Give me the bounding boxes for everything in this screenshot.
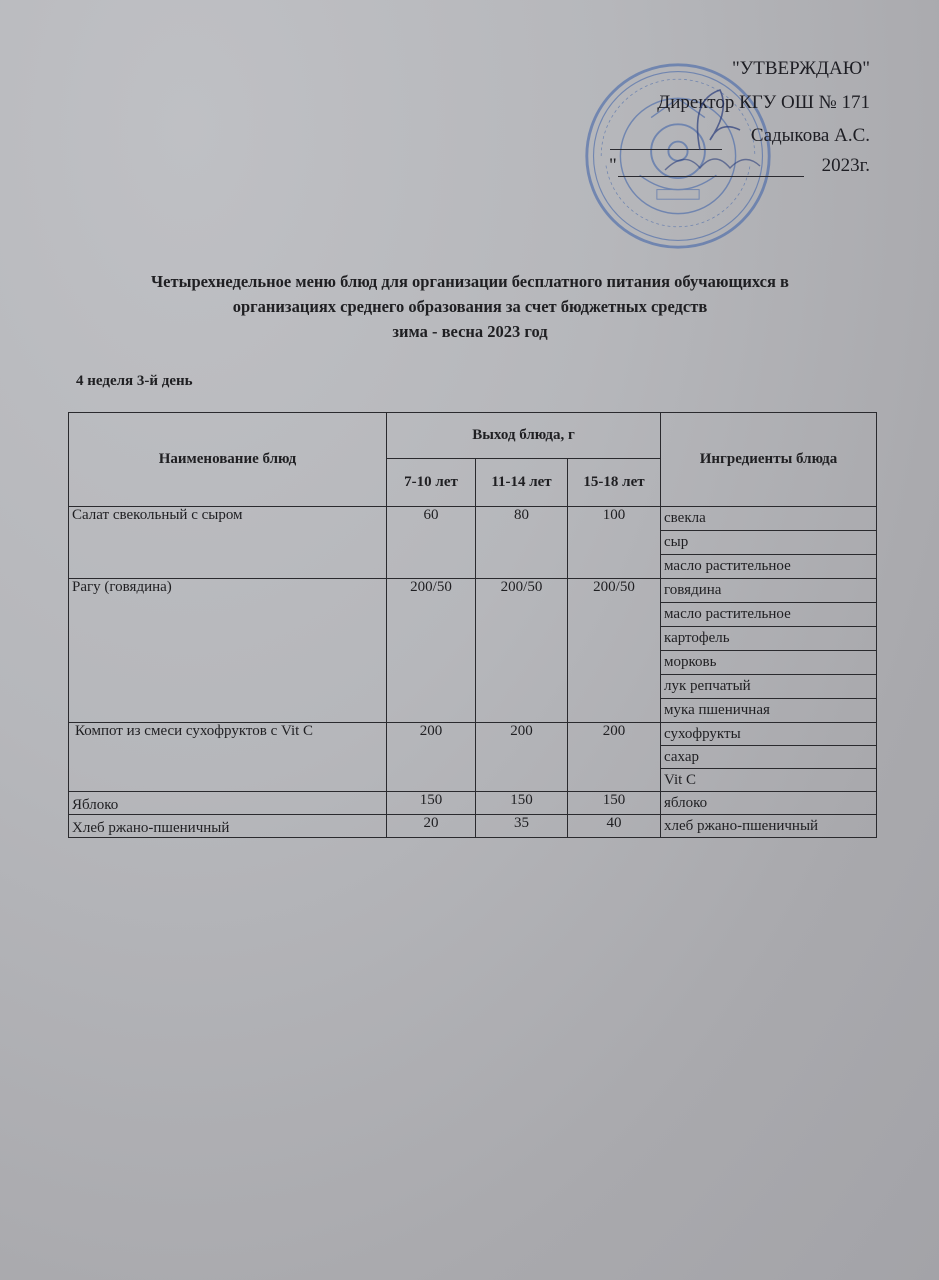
yield-15-18: 200 [568, 723, 661, 792]
header-dish-name: Наименование блюд [69, 413, 387, 507]
yield-15-18: 40 [568, 815, 661, 838]
yield-11-14: 80 [476, 507, 568, 579]
yield-11-14: 150 [476, 792, 568, 815]
yield-7-10: 200 [387, 723, 476, 792]
dish-name: Яблоко [69, 792, 387, 815]
menu-day-label: 4 неделя 3-й день [76, 373, 193, 389]
table-row [69, 507, 877, 531]
yield-15-18: 100 [568, 507, 661, 579]
ingredient: сахар [661, 746, 877, 769]
approval-heading: "УТВЕРЖДАЮ" [732, 58, 870, 79]
menu-table [68, 412, 877, 838]
header-age-11-14: 11-14 лет [476, 459, 568, 507]
yield-7-10: 200/50 [387, 579, 476, 723]
dish-name: Компот из смеси сухофруктов с Vit C [69, 723, 387, 792]
ingredient: масло растительное [661, 603, 877, 627]
dish-name: Хлеб ржано-пшеничный [69, 815, 387, 838]
approval-name: Садыкова А.С. [750, 125, 870, 146]
ingredient: мука пшеничная [661, 699, 877, 723]
yield-11-14: 200 [476, 723, 568, 792]
ingredient: сыр [661, 531, 877, 555]
ingredient: сухофрукты [661, 723, 877, 746]
yield-11-14: 200/50 [476, 579, 568, 723]
yield-15-18: 200/50 [568, 579, 661, 723]
ingredient: говядина [661, 579, 877, 603]
table-row [69, 792, 877, 815]
header-age-7-10: 7-10 лет [387, 459, 476, 507]
document-title-line-3: зима - весна 2023 год [392, 322, 548, 341]
approval-year: 2023г. [821, 155, 870, 176]
ingredient: лук репчатый [661, 675, 877, 699]
yield-7-10: 150 [387, 792, 476, 815]
signature-line [610, 149, 722, 150]
yield-7-10: 60 [387, 507, 476, 579]
ingredient: масло растительное [661, 555, 877, 579]
header-ingredients: Ингредиенты блюда [661, 413, 877, 507]
approval-position: Директор КГУ ОШ № 171 [657, 92, 870, 113]
ingredient: картофель [661, 627, 877, 651]
dish-name: Салат свекольный с сыром [69, 507, 387, 579]
document-title-line-1: Четырехнедельное меню блюд для организации бесплатного питания обучающихся в [151, 272, 789, 291]
table-row [69, 815, 877, 838]
document-title-line-2: организациях среднего образования за счет бюджетных средств [232, 297, 708, 316]
ingredient: свекла [661, 507, 877, 531]
ingredient: яблоко [661, 792, 877, 815]
table-row [69, 579, 877, 603]
header-age-15-18: 15-18 лет [568, 459, 661, 507]
yield-15-18: 150 [568, 792, 661, 815]
ingredient: морковь [661, 651, 877, 675]
table-row [69, 723, 877, 746]
ingredient: Vit C [661, 769, 877, 792]
yield-11-14: 35 [476, 815, 568, 838]
ingredient: хлеб ржано-пшеничный [661, 815, 877, 838]
header-yield: Выход блюда, г [387, 413, 661, 459]
date-line [618, 176, 804, 177]
dish-name: Рагу (говядина) [69, 579, 387, 723]
yield-7-10: 20 [387, 815, 476, 838]
approval-date-quote: " [609, 155, 617, 176]
